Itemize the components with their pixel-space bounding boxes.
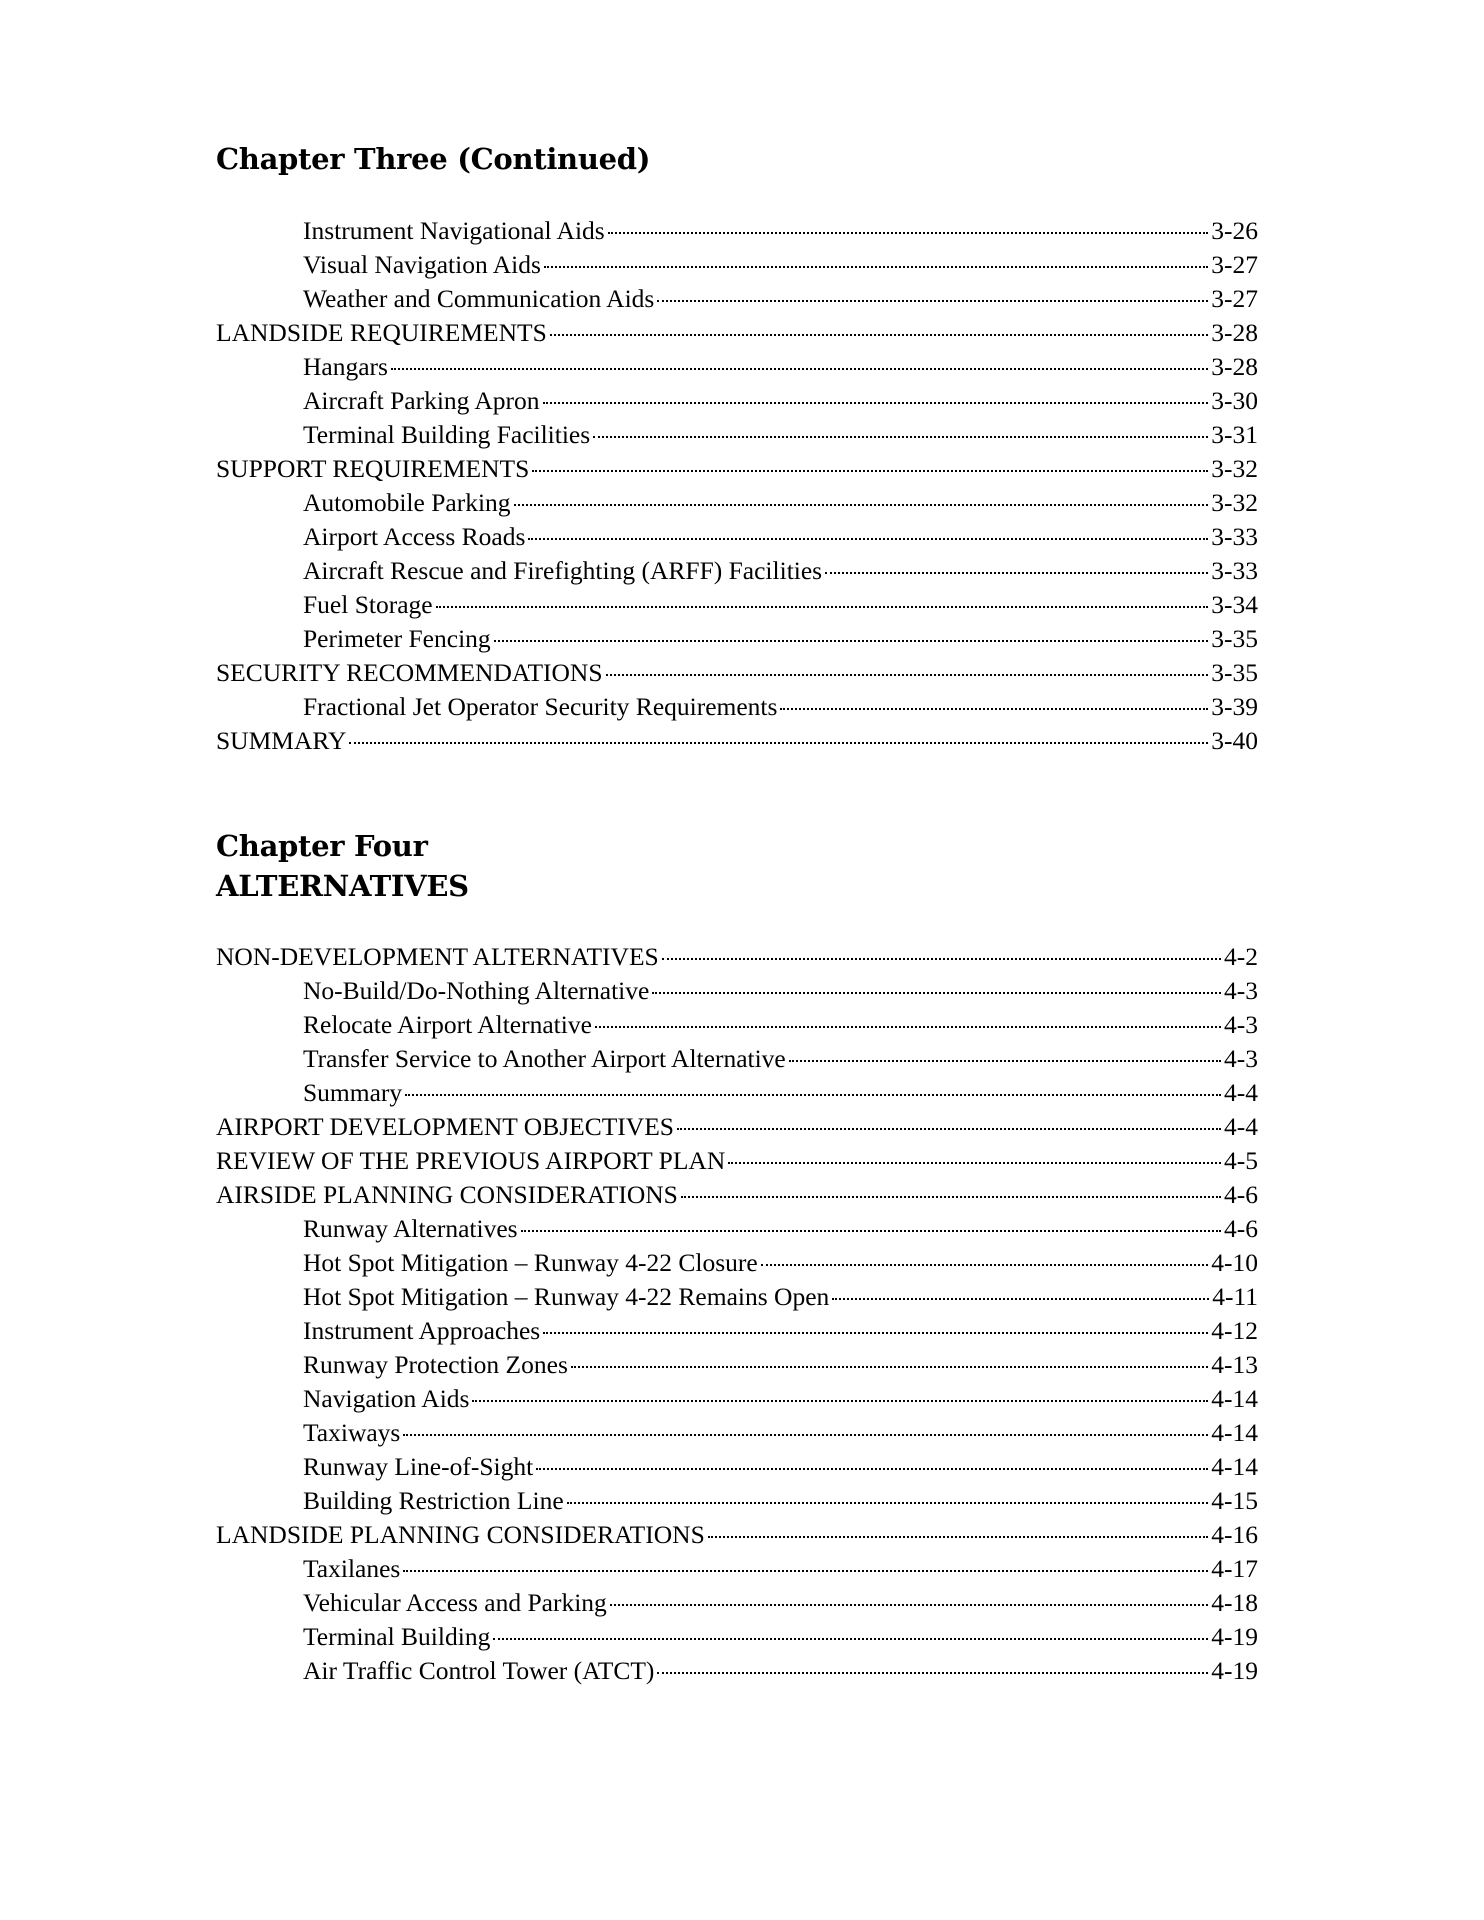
toc-entry-title: LANDSIDE PLANNING CONSIDERATIONS	[216, 1520, 705, 1549]
toc-subsection-entry	[216, 1042, 1258, 1076]
toc-entry-page-number: 3-32	[1211, 488, 1258, 517]
toc-entry-page-number: 3-39	[1211, 692, 1258, 721]
toc-entry-title: Air Traffic Control Tower (ATCT)	[303, 1656, 655, 1685]
dot-leader	[593, 436, 1208, 438]
toc-entry-title: No-Build/Do-Nothing Alternative	[303, 976, 650, 1005]
toc-entry-page-number: 4-15	[1211, 1486, 1258, 1515]
toc-subsection-entry	[216, 1246, 1258, 1280]
toc-entry-page-number: 3-26	[1211, 216, 1258, 245]
toc-entry-title: Terminal Building Facilities	[303, 420, 591, 449]
dot-leader	[514, 504, 1209, 506]
toc-entry-page-number: 4-6	[1224, 1214, 1258, 1243]
toc-entry-page-number: 3-35	[1211, 658, 1258, 687]
toc-entry-page-number: 4-14	[1211, 1384, 1258, 1413]
chapter-three-heading: Chapter Three (Continued)	[216, 142, 651, 176]
toc-subsection-entry	[216, 1654, 1258, 1688]
toc-subsection-entry	[216, 248, 1258, 282]
dot-leader	[521, 1230, 1221, 1232]
toc-section-entry	[216, 724, 1258, 758]
toc-entry-page-number: 4-5	[1224, 1146, 1258, 1175]
toc-subsection-entry	[216, 486, 1258, 520]
toc-entry-page-number: 4-14	[1211, 1452, 1258, 1481]
toc-subsection-entry	[216, 282, 1258, 316]
toc-entry-page-number: 3-27	[1211, 250, 1258, 279]
toc-section-entry	[216, 1178, 1258, 1212]
dot-leader	[789, 1060, 1221, 1062]
dot-leader	[606, 674, 1209, 676]
toc-section-entry	[216, 1110, 1258, 1144]
toc-entry-page-number: 4-11	[1212, 1282, 1258, 1311]
toc-entry-page-number: 4-18	[1211, 1588, 1258, 1617]
toc-subsection-entry	[216, 554, 1258, 588]
toc-entry-title: Instrument Approaches	[303, 1316, 541, 1345]
dot-leader	[493, 1638, 1208, 1640]
toc-entry-title: SUMMARY	[216, 726, 347, 755]
chapter-three-toc	[216, 214, 1258, 758]
toc-subsection-entry	[216, 1450, 1258, 1484]
toc-entry-title: Hot Spot Mitigation – Runway 4-22 Closure	[303, 1248, 758, 1277]
dot-leader	[543, 1332, 1208, 1334]
toc-subsection-entry	[216, 1280, 1258, 1314]
toc-entry-title: Relocate Airport Alternative	[303, 1010, 592, 1039]
toc-subsection-entry	[216, 1314, 1258, 1348]
chapter-four-subheading: ALTERNATIVES	[216, 869, 469, 903]
toc-entry-title: Summary	[303, 1078, 403, 1107]
toc-entry-title: Aircraft Rescue and Firefighting (ARFF) Facilities	[303, 556, 823, 585]
toc-subsection-entry	[216, 588, 1258, 622]
toc-entry-title: LANDSIDE REQUIREMENTS	[216, 318, 547, 347]
dot-leader	[761, 1264, 1209, 1266]
dot-leader	[472, 1400, 1208, 1402]
dot-leader	[403, 1570, 1208, 1572]
dot-leader	[391, 368, 1208, 370]
toc-entry-page-number: 4-3	[1224, 976, 1258, 1005]
dot-leader	[436, 606, 1209, 608]
dot-leader	[405, 1094, 1221, 1096]
toc-entry-title: Weather and Communication Aids	[303, 284, 655, 313]
dot-leader	[657, 300, 1208, 302]
dot-leader	[832, 1298, 1209, 1300]
toc-entry-title: AIRPORT DEVELOPMENT OBJECTIVES	[216, 1112, 674, 1141]
dot-leader	[708, 1536, 1209, 1538]
dot-leader	[571, 1366, 1208, 1368]
toc-entry-title: SECURITY RECOMMENDATIONS	[216, 658, 603, 687]
dot-leader	[532, 470, 1208, 472]
toc-entry-title: NON-DEVELOPMENT ALTERNATIVES	[216, 942, 659, 971]
toc-entry-page-number: 4-17	[1211, 1554, 1258, 1583]
dot-leader	[681, 1196, 1221, 1198]
toc-subsection-entry	[216, 418, 1258, 452]
toc-subsection-entry	[216, 214, 1258, 248]
toc-subsection-entry	[216, 1586, 1258, 1620]
dot-leader	[595, 1026, 1221, 1028]
toc-subsection-entry	[216, 622, 1258, 656]
toc-entry-title: Taxiways	[303, 1418, 401, 1447]
toc-entry-page-number: 4-3	[1224, 1010, 1258, 1039]
toc-entry-page-number: 4-4	[1224, 1078, 1258, 1107]
chapter-four-heading: Chapter Four	[216, 829, 428, 863]
toc-section-entry	[216, 452, 1258, 486]
dot-leader	[780, 708, 1208, 710]
toc-section-entry	[216, 316, 1258, 350]
toc-entry-page-number: 4-16	[1211, 1520, 1258, 1549]
toc-entry-page-number: 4-19	[1211, 1656, 1258, 1685]
toc-entry-title: Visual Navigation Aids	[303, 250, 541, 279]
toc-entry-page-number: 3-34	[1211, 590, 1258, 619]
toc-entry-page-number: 4-12	[1211, 1316, 1258, 1345]
toc-entry-title: Vehicular Access and Parking	[303, 1588, 607, 1617]
toc-entry-page-number: 3-35	[1211, 624, 1258, 653]
toc-entry-page-number: 3-33	[1211, 556, 1258, 585]
toc-entry-page-number: 3-33	[1211, 522, 1258, 551]
toc-entry-title: Hot Spot Mitigation – Runway 4-22 Remains Open	[303, 1282, 830, 1311]
toc-entry-title: Perimeter Fencing	[303, 624, 491, 653]
toc-subsection-entry	[216, 690, 1258, 724]
dot-leader	[349, 742, 1208, 744]
toc-entry-title: Fractional Jet Operator Security Requirements	[303, 692, 778, 721]
dot-leader	[536, 1468, 1208, 1470]
toc-entry-title: Transfer Service to Another Airport Alternative	[303, 1044, 786, 1073]
toc-entry-title: SUPPORT REQUIREMENTS	[216, 454, 530, 483]
chapter-four-toc	[216, 940, 1258, 1688]
toc-entry-title: Aircraft Parking Apron	[303, 386, 540, 415]
toc-subsection-entry	[216, 384, 1258, 418]
toc-subsection-entry	[216, 350, 1258, 384]
toc-entry-page-number: 4-2	[1224, 942, 1258, 971]
toc-entry-page-number: 3-30	[1211, 386, 1258, 415]
toc-entry-page-number: 4-3	[1224, 1044, 1258, 1073]
toc-entry-title: Navigation Aids	[303, 1384, 470, 1413]
toc-subsection-entry	[216, 1348, 1258, 1382]
dot-leader	[677, 1128, 1221, 1130]
toc-section-entry	[216, 656, 1258, 690]
toc-section-entry	[216, 1518, 1258, 1552]
toc-entry-title: AIRSIDE PLANNING CONSIDERATIONS	[216, 1180, 678, 1209]
dot-leader	[550, 334, 1208, 336]
toc-entry-page-number: 4-6	[1224, 1180, 1258, 1209]
dot-leader	[528, 538, 1208, 540]
dot-leader	[662, 958, 1221, 960]
toc-subsection-entry	[216, 1076, 1258, 1110]
toc-entry-page-number: 4-14	[1211, 1418, 1258, 1447]
toc-entry-title: Runway Line-of-Sight	[303, 1452, 534, 1481]
toc-entry-page-number: 4-4	[1224, 1112, 1258, 1141]
toc-entry-page-number: 3-28	[1211, 352, 1258, 381]
dot-leader	[728, 1162, 1221, 1164]
toc-subsection-entry	[216, 1552, 1258, 1586]
toc-entry-title: Runway Protection Zones	[303, 1350, 568, 1379]
dot-leader	[608, 232, 1209, 234]
toc-subsection-entry	[216, 1620, 1258, 1654]
toc-subsection-entry	[216, 974, 1258, 1008]
toc-subsection-entry	[216, 520, 1258, 554]
dot-leader	[403, 1434, 1208, 1436]
dot-leader	[543, 402, 1209, 404]
toc-subsection-entry	[216, 1416, 1258, 1450]
toc-entry-page-number: 3-27	[1211, 284, 1258, 313]
toc-subsection-entry	[216, 1008, 1258, 1042]
toc-subsection-entry	[216, 1382, 1258, 1416]
toc-entry-page-number: 4-13	[1211, 1350, 1258, 1379]
toc-entry-title: REVIEW OF THE PREVIOUS AIRPORT PLAN	[216, 1146, 726, 1175]
toc-entry-page-number: 3-28	[1211, 318, 1258, 347]
toc-section-entry	[216, 1144, 1258, 1178]
toc-subsection-entry	[216, 1212, 1258, 1246]
toc-entry-title: Hangars	[303, 352, 388, 381]
toc-entry-title: Instrument Navigational Aids	[303, 216, 605, 245]
toc-entry-title: Automobile Parking	[303, 488, 511, 517]
dot-leader	[567, 1502, 1209, 1504]
toc-entry-title: Terminal Building	[303, 1622, 491, 1651]
toc-entry-page-number: 4-10	[1211, 1248, 1258, 1277]
toc-entry-title: Runway Alternatives	[303, 1214, 518, 1243]
toc-subsection-entry	[216, 1484, 1258, 1518]
dot-leader	[825, 572, 1208, 574]
toc-section-entry	[216, 940, 1258, 974]
dot-leader	[494, 640, 1209, 642]
dot-leader	[544, 266, 1208, 268]
dot-leader	[610, 1604, 1208, 1606]
dot-leader	[652, 992, 1221, 994]
toc-entry-title: Taxilanes	[303, 1554, 401, 1583]
toc-entry-page-number: 4-19	[1211, 1622, 1258, 1651]
toc-entry-title: Building Restriction Line	[303, 1486, 564, 1515]
toc-entry-page-number: 3-32	[1211, 454, 1258, 483]
toc-entry-title: Airport Access Roads	[303, 522, 526, 551]
dot-leader	[657, 1672, 1208, 1674]
toc-entry-page-number: 3-40	[1211, 726, 1258, 755]
toc-entry-title: Fuel Storage	[303, 590, 433, 619]
toc-entry-page-number: 3-31	[1211, 420, 1258, 449]
